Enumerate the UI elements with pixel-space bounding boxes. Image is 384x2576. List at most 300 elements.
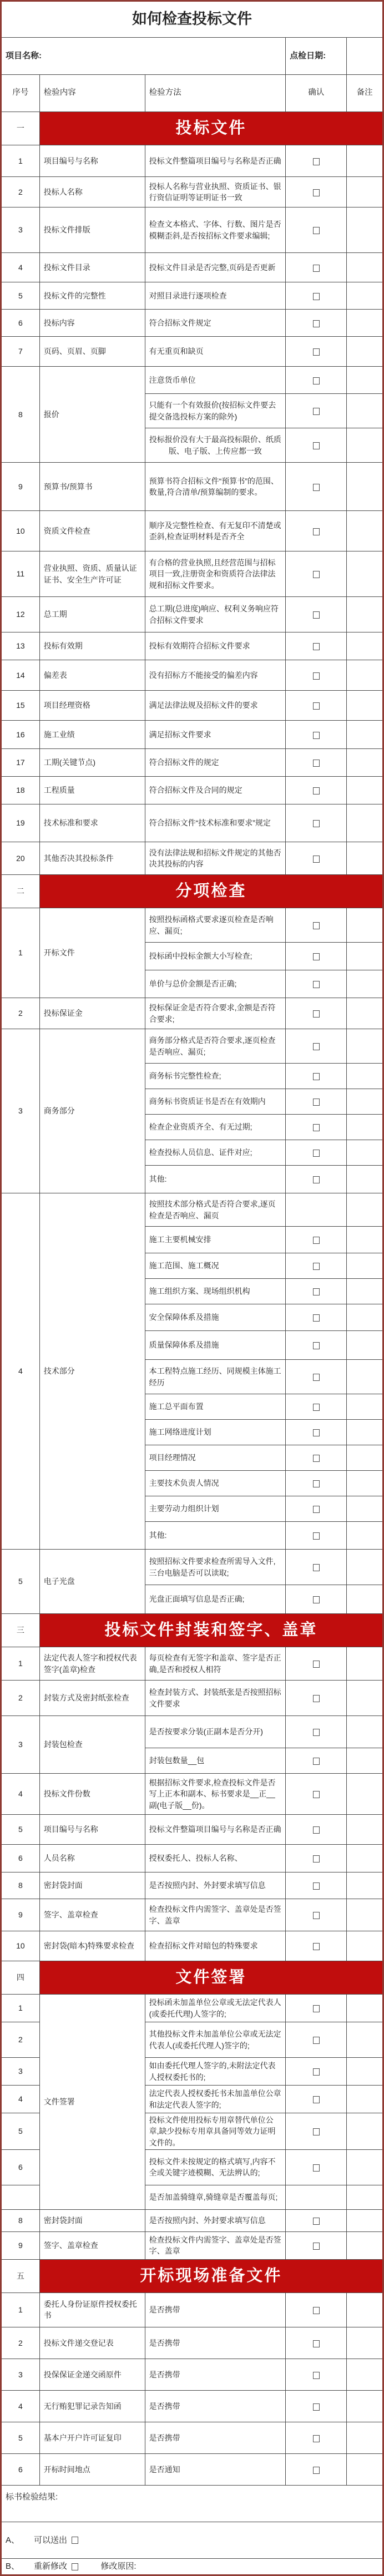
remark-cell[interactable] — [347, 2327, 383, 2359]
confirm-checkbox[interactable] — [313, 1882, 320, 1890]
check-method-cell: 施工主要机械安排 — [145, 1227, 286, 1253]
check-content-cell: 签字、盖章检查 — [39, 1899, 145, 1931]
confirm-cell — [286, 1931, 347, 1961]
remark-cell[interactable] — [347, 1064, 383, 1089]
confirm-checkbox[interactable] — [313, 1564, 320, 1571]
table-row — [1, 1647, 383, 1681]
confirm-checkbox[interactable] — [313, 1729, 320, 1736]
row-number: 3 — [1, 1716, 40, 1774]
row-number: 8 — [1, 367, 40, 463]
row-number: 12 — [1, 597, 40, 632]
confirm-checkbox[interactable] — [313, 2403, 320, 2411]
confirm-checkbox[interactable] — [313, 2037, 320, 2044]
confirm-checkbox[interactable] — [313, 442, 320, 449]
confirm-cell — [286, 310, 347, 337]
row-number: 9 — [1, 1899, 40, 1931]
confirm-cell — [286, 1394, 347, 1420]
confirm-checkbox[interactable] — [313, 293, 320, 300]
check-content-cell: 营业执照、资质、质量认证证书、安全生产许可证 — [39, 551, 145, 597]
confirm-cell — [286, 1774, 347, 1815]
check-content-cell: 技术标准和要求 — [39, 804, 145, 842]
remark-cell[interactable] — [347, 1815, 383, 1845]
remark-cell[interactable] — [347, 721, 383, 749]
check-content-cell: 项目经理资格 — [39, 691, 145, 721]
remark-cell[interactable] — [347, 1995, 383, 2022]
remark-cell[interactable] — [347, 2359, 383, 2390]
table-row — [1, 660, 383, 691]
check-method-cell: 施工范围、施工概况 — [145, 1253, 286, 1279]
row-number: 3 — [1, 2359, 40, 2390]
table-row — [1, 749, 383, 777]
confirm-cell — [286, 2359, 347, 2390]
table-row — [1, 511, 383, 551]
check-method-cell: 主要技术负责人情况 — [145, 1471, 286, 1496]
confirm-checkbox[interactable] — [313, 1455, 320, 1462]
remark-cell[interactable] — [347, 1029, 383, 1064]
table-row — [1, 551, 383, 597]
table-row — [1, 632, 383, 660]
remark-cell[interactable] — [347, 1279, 383, 1304]
confirm-checkbox[interactable] — [313, 953, 320, 960]
check-content-cell: 预算书/预算书 — [39, 463, 145, 511]
remark-cell[interactable] — [347, 1304, 383, 1331]
table-row — [1, 1995, 383, 2022]
confirm-checkbox[interactable] — [313, 1010, 320, 1018]
table-row — [1, 2453, 383, 2485]
remark-cell[interactable] — [347, 463, 383, 511]
check-method-cell: 施工总平面布置 — [145, 1394, 286, 1420]
remark-cell[interactable] — [347, 1681, 383, 1716]
confirm-checkbox[interactable] — [313, 571, 320, 578]
row-number: 5 — [1, 2422, 40, 2453]
confirm-cell — [286, 804, 347, 842]
row-number: 2 — [1, 2327, 40, 2359]
meta-row — [1, 38, 383, 75]
remark-cell[interactable] — [347, 2022, 383, 2058]
remark-cell[interactable] — [347, 1253, 383, 1279]
remark-cell[interactable] — [347, 1445, 383, 1471]
remark-cell[interactable] — [347, 1931, 383, 1961]
confirm-checkbox[interactable] — [313, 1288, 320, 1295]
check-method-cell: 是否按照内封、外封要求填写信息 — [145, 2209, 286, 2231]
remark-cell[interactable] — [347, 1899, 383, 1931]
confirm-checkbox[interactable] — [313, 1124, 320, 1131]
confirm-checkbox[interactable] — [313, 2164, 320, 2172]
remark-cell[interactable] — [347, 394, 383, 428]
row-number: 5 — [1, 282, 40, 310]
section-banner: 文件签署 — [39, 1961, 383, 1995]
confirm-checkbox[interactable] — [313, 1943, 320, 1950]
confirm-checkbox[interactable] — [313, 320, 320, 327]
confirm-checkbox[interactable] — [313, 1826, 320, 1834]
remark-cell[interactable] — [347, 1496, 383, 1522]
confirm-checkbox[interactable] — [313, 1532, 320, 1540]
check-content-cell: 密封袋封面 — [39, 2209, 145, 2231]
check-content-cell: 商务部分 — [39, 1029, 145, 1193]
check-method-cell: 是否携带 — [145, 2390, 286, 2422]
remark-cell[interactable] — [347, 691, 383, 721]
confirm-checkbox[interactable] — [313, 1176, 320, 1183]
confirm-checkbox[interactable] — [313, 484, 320, 491]
confirm-checkbox[interactable] — [313, 2005, 320, 2012]
option-prefix: B、 — [6, 2562, 20, 2572]
check-method-cell: 投标文件使用投标专用章替代单位公章,缺少投标专用章具备同等效力证明文件的。 — [145, 2113, 286, 2150]
confirm-cell — [286, 2086, 347, 2113]
confirm-checkbox[interactable] — [313, 1342, 320, 1349]
remark-cell[interactable] — [347, 511, 383, 551]
confirm-cell — [286, 2149, 347, 2185]
confirm-cell — [286, 1647, 347, 1681]
check-method-cell: 对照目录进行逐项检查 — [145, 282, 286, 310]
check-method-cell: 是否携带 — [145, 2292, 286, 2327]
table-row — [1, 337, 383, 367]
confirm-checkbox[interactable] — [313, 2218, 320, 2225]
check-content-cell: 投保保证金递交函原件 — [39, 2359, 145, 2390]
confirm-checkbox[interactable] — [313, 2096, 320, 2103]
row-number: 20 — [1, 842, 40, 875]
remark-cell[interactable] — [347, 2453, 383, 2485]
confirm-cell — [286, 2292, 347, 2327]
confirm-cell — [286, 1420, 347, 1445]
check-content-cell: 电子光盘 — [39, 1550, 145, 1614]
check-content-cell: 委托人身份证原件授权委托书 — [39, 2292, 145, 2327]
confirm-cell — [286, 632, 347, 660]
remark-cell[interactable] — [347, 1089, 383, 1115]
confirm-checkbox[interactable] — [313, 981, 320, 988]
check-content-cell: 无行贿犯罪记录告知函 — [39, 2390, 145, 2422]
confirm-checkbox[interactable] — [313, 1758, 320, 1765]
check-method-cell: 没有招标方不能接受的偏差内容 — [145, 660, 286, 691]
remark-cell[interactable] — [347, 1716, 383, 1748]
remark-cell[interactable] — [347, 2113, 383, 2150]
confirm-checkbox[interactable] — [313, 1855, 320, 1863]
remark-cell[interactable] — [347, 1193, 383, 1227]
option-label: 重新修改 — [34, 2562, 68, 2572]
confirm-checkbox[interactable] — [313, 1263, 320, 1270]
row-number: 4 — [1, 253, 40, 282]
option-prefix: A、 — [6, 2535, 20, 2545]
confirm-checkbox[interactable] — [313, 1099, 320, 1106]
table-row — [1, 2327, 383, 2359]
confirm-cell — [286, 1995, 347, 2022]
confirm-cell — [286, 908, 347, 943]
section-banner: 开标现场准备文件 — [39, 2259, 383, 2292]
check-method-cell: 满足法律法规及招标文件的要求 — [145, 691, 286, 721]
result-row — [1, 2485, 383, 2522]
confirm-checkbox[interactable] — [313, 2467, 320, 2474]
row-number: 1 — [1, 908, 40, 998]
result-option-row — [1, 2522, 383, 2558]
row-number: 5 — [1, 2113, 40, 2150]
check-content-cell: 资质文件检查 — [39, 511, 145, 551]
confirm-cell — [286, 145, 347, 177]
confirm-checkbox[interactable] — [313, 1912, 320, 1919]
check-method-cell: 其他: — [145, 1522, 286, 1550]
check-method-cell: 投标函中投标金额大小写检查; — [145, 943, 286, 970]
confirm-checkbox[interactable] — [313, 1506, 320, 1513]
remark-cell[interactable] — [347, 2209, 383, 2231]
remark-cell[interactable] — [347, 208, 383, 253]
check-content-cell: 密封袋(暗本)特殊要求检查 — [39, 1931, 145, 1961]
check-content-cell: 签字、盖章检查 — [39, 2231, 145, 2259]
check-method-cell: 投标文件整篇项目编号与名称是否正确 — [145, 1815, 286, 1845]
row-number: 3 — [1, 2058, 40, 2086]
confirm-cell — [286, 2390, 347, 2422]
table-row — [1, 691, 383, 721]
row-number: 5 — [1, 1815, 40, 1845]
remark-cell[interactable] — [347, 1227, 383, 1253]
confirm-cell — [286, 1522, 347, 1550]
check-method-cell: 是否携带 — [145, 2359, 286, 2390]
check-method-cell: 商务标书完整性检查; — [145, 1064, 286, 1089]
confirm-cell — [286, 597, 347, 632]
confirm-cell — [286, 1845, 347, 1872]
remark-cell[interactable] — [347, 1845, 383, 1872]
remark-cell[interactable] — [347, 777, 383, 804]
section-banner-row — [1, 1961, 383, 1995]
check-content-cell: 文件签署 — [39, 1995, 145, 2210]
check-method-cell: 光盘正面填写信息是否正确; — [145, 1585, 286, 1614]
table-row — [1, 777, 383, 804]
confirm-checkbox[interactable] — [313, 348, 320, 356]
check-method-cell: 顺序及完整性检查、有无复印不清楚或歪斜,检查证明材料是否齐全 — [145, 511, 286, 551]
confirm-cell — [286, 777, 347, 804]
row-number: 4 — [1, 1774, 40, 1815]
confirm-cell — [286, 177, 347, 208]
section-banner-row — [1, 112, 383, 145]
confirm-checkbox[interactable] — [313, 377, 320, 384]
table-row — [1, 1550, 383, 1585]
confirm-cell — [286, 2185, 347, 2209]
confirm-checkbox[interactable] — [313, 672, 320, 680]
confirm-checkbox[interactable] — [313, 1791, 320, 1798]
check-content-cell: 总工期 — [39, 597, 145, 632]
remark-cell[interactable] — [347, 1774, 383, 1815]
remark-cell[interactable] — [347, 1166, 383, 1193]
remark-cell[interactable] — [347, 177, 383, 208]
check-content-cell: 封装方式及密封纸张检查 — [39, 1681, 145, 1716]
checklist-body — [1, 112, 383, 2575]
row-number: 3 — [1, 208, 40, 253]
confirm-checkbox[interactable] — [313, 1695, 320, 1702]
remark-cell[interactable] — [347, 1331, 383, 1360]
remark-cell[interactable] — [347, 998, 383, 1029]
confirm-checkbox[interactable] — [313, 1404, 320, 1411]
confirm-checkbox[interactable] — [313, 1043, 320, 1050]
check-method-cell: 符合招标文件规定 — [145, 310, 286, 337]
confirm-checkbox[interactable] — [313, 702, 320, 710]
col-header-content: 检验内容 — [39, 75, 145, 112]
remark-cell[interactable] — [347, 632, 383, 660]
confirm-checkbox[interactable] — [313, 408, 320, 415]
confirm-checkbox[interactable] — [313, 732, 320, 739]
row-number: 16 — [1, 721, 40, 749]
confirm-checkbox[interactable] — [313, 787, 320, 794]
check-method-cell: 是否加盖骑缝章,骑缝章是否覆盖每页; — [145, 2185, 286, 2209]
remark-cell[interactable] — [347, 1647, 383, 1681]
confirm-checkbox[interactable] — [313, 2068, 320, 2076]
remark-cell[interactable] — [347, 1585, 383, 1614]
confirm-checkbox[interactable] — [313, 227, 320, 234]
check-method-cell: 检查文本格式、字体、行数、图片是否模糊歪斜,是否按招标文件要求编辑; — [145, 208, 286, 253]
remark-cell[interactable] — [347, 282, 383, 310]
confirm-checkbox[interactable] — [313, 265, 320, 272]
confirm-cell — [286, 2327, 347, 2359]
confirm-cell — [286, 1115, 347, 1140]
table-row — [1, 1716, 383, 1748]
confirm-cell — [286, 1166, 347, 1193]
confirm-checkbox[interactable] — [313, 158, 320, 165]
row-number: 5 — [1, 1550, 40, 1614]
option-checkbox[interactable] — [72, 2537, 78, 2544]
confirm-checkbox[interactable] — [313, 528, 320, 535]
remark-cell[interactable] — [347, 943, 383, 970]
confirm-checkbox[interactable] — [313, 1480, 320, 1487]
table-row — [1, 1029, 383, 1064]
confirm-checkbox[interactable] — [313, 1661, 320, 1668]
table-row — [1, 2292, 383, 2327]
check-method-cell: 商务标书资质证书是否在有效期内 — [145, 1089, 286, 1115]
remark-cell[interactable] — [347, 2231, 383, 2259]
table-row — [1, 282, 383, 310]
table-row — [1, 842, 383, 875]
remark-cell[interactable] — [347, 1471, 383, 1496]
remark-cell[interactable] — [347, 2292, 383, 2327]
check-method-cell: 按照投标函格式要求逐页检查是否响应、漏页; — [145, 908, 286, 943]
remark-cell[interactable] — [347, 1360, 383, 1394]
remark-cell[interactable] — [347, 842, 383, 875]
remark-cell[interactable] — [347, 908, 383, 943]
result-label: 标书检验结果: — [1, 2485, 383, 2522]
confirm-cell — [286, 428, 347, 463]
table-row — [1, 2390, 383, 2422]
table-row — [1, 2231, 383, 2259]
remark-cell[interactable] — [347, 2185, 383, 2209]
row-number: 9 — [1, 463, 40, 511]
confirm-cell — [286, 970, 347, 998]
check-method-cell: 封装包数量__包 — [145, 1748, 286, 1774]
inspection-date-value[interactable] — [347, 38, 383, 75]
check-content-cell: 页码、页眉、页脚 — [39, 337, 145, 367]
confirm-checkbox[interactable] — [313, 760, 320, 767]
check-method-cell: 有无重页和缺页 — [145, 337, 286, 367]
remark-cell[interactable] — [347, 2390, 383, 2422]
remark-cell[interactable] — [347, 1522, 383, 1550]
check-method-cell: 投标报价没有大于最高投标限价、纸质版、电子版、上传应都一致 — [145, 428, 286, 463]
row-number: 8 — [1, 2209, 40, 2231]
remark-cell[interactable] — [347, 1748, 383, 1774]
remark-cell[interactable] — [347, 597, 383, 632]
confirm-checkbox[interactable] — [313, 1237, 320, 1244]
confirm-cell — [286, 998, 347, 1029]
confirm-checkbox[interactable] — [313, 1150, 320, 1157]
confirm-checkbox[interactable] — [313, 2372, 320, 2379]
confirm-checkbox[interactable] — [313, 643, 320, 650]
confirm-cell — [286, 1716, 347, 1748]
option-checkbox[interactable] — [72, 2563, 78, 2570]
confirm-checkbox[interactable] — [313, 1314, 320, 1322]
remark-cell[interactable] — [347, 428, 383, 463]
remark-cell[interactable] — [347, 551, 383, 597]
section-number: 二 — [1, 875, 40, 908]
section-number: 五 — [1, 2259, 40, 2292]
confirm-cell — [286, 1585, 347, 1614]
remark-cell[interactable] — [347, 2422, 383, 2453]
confirm-checkbox[interactable] — [313, 1073, 320, 1080]
check-method-cell: 注意货币单位 — [145, 367, 286, 394]
confirm-checkbox[interactable] — [313, 2340, 320, 2347]
confirm-checkbox[interactable] — [313, 611, 320, 619]
check-method-cell: 投标文件未按规定的格式填写,内容不全或关键字迹模糊、无法辨认的; — [145, 2149, 286, 2185]
check-method-cell: 投标文件整篇项目编号与名称是否正确 — [145, 145, 286, 177]
section-banner: 分项检查 — [39, 875, 383, 908]
row-number: 6 — [1, 2149, 40, 2185]
row-number: 6 — [1, 2453, 40, 2485]
remark-cell[interactable] — [347, 1394, 383, 1420]
remark-cell[interactable] — [347, 749, 383, 777]
table-row — [1, 208, 383, 253]
check-method-cell: 检查投标文件内需签字、盖章处是否签字、盖章 — [145, 1899, 286, 1931]
check-content-cell: 技术部分 — [39, 1193, 145, 1550]
remark-cell[interactable] — [347, 253, 383, 282]
remark-cell[interactable] — [347, 367, 383, 394]
confirm-cell — [286, 721, 347, 749]
remark-cell[interactable] — [347, 337, 383, 367]
confirm-checkbox[interactable] — [313, 1596, 320, 1603]
remark-cell[interactable] — [347, 804, 383, 842]
confirm-cell — [286, 1279, 347, 1304]
confirm-checkbox[interactable] — [313, 1429, 320, 1436]
row-number: 2 — [1, 998, 40, 1029]
table-row — [1, 804, 383, 842]
remark-cell[interactable] — [347, 2149, 383, 2185]
check-method-cell: 每页检查有无签字和盖章、签字是否正确,是否和授权人相符 — [145, 1647, 286, 1681]
remark-cell[interactable] — [347, 1872, 383, 1899]
check-method-cell: 是否按照内封、外封要求填写信息 — [145, 1872, 286, 1899]
table-row — [1, 1899, 383, 1931]
check-method-cell: 检查招标文件对暗包的特殊要求 — [145, 1931, 286, 1961]
check-method-cell: 符合招标文件及合同的规定 — [145, 777, 286, 804]
confirm-checkbox[interactable] — [313, 856, 320, 863]
confirm-checkbox[interactable] — [313, 2128, 320, 2135]
confirm-checkbox[interactable] — [313, 2243, 320, 2250]
row-number: 19 — [1, 804, 40, 842]
confirm-checkbox[interactable] — [313, 1374, 320, 1381]
remark-cell[interactable] — [347, 145, 383, 177]
row-number: 2 — [1, 1681, 40, 1716]
check-method-cell: 授权委托人、投标人名称、 — [145, 1845, 286, 1872]
remark-cell[interactable] — [347, 660, 383, 691]
remark-cell[interactable] — [347, 1140, 383, 1166]
confirm-checkbox[interactable] — [313, 2307, 320, 2314]
remark-cell[interactable] — [347, 310, 383, 337]
check-method-cell: 投标有效期符合招标文件要求 — [145, 632, 286, 660]
confirm-checkbox[interactable] — [313, 189, 320, 196]
confirm-cell — [286, 1064, 347, 1089]
remark-cell[interactable] — [347, 2058, 383, 2086]
confirm-cell — [286, 749, 347, 777]
remark-cell[interactable] — [347, 970, 383, 998]
remark-cell[interactable] — [347, 1550, 383, 1585]
table-row — [1, 1193, 383, 1227]
remark-cell[interactable] — [347, 1420, 383, 1445]
confirm-checkbox[interactable] — [313, 2435, 320, 2442]
confirm-cell — [286, 943, 347, 970]
remark-cell[interactable] — [347, 2086, 383, 2113]
confirm-checkbox[interactable] — [313, 820, 320, 827]
confirm-checkbox[interactable] — [313, 922, 320, 929]
remark-cell[interactable] — [347, 1115, 383, 1140]
